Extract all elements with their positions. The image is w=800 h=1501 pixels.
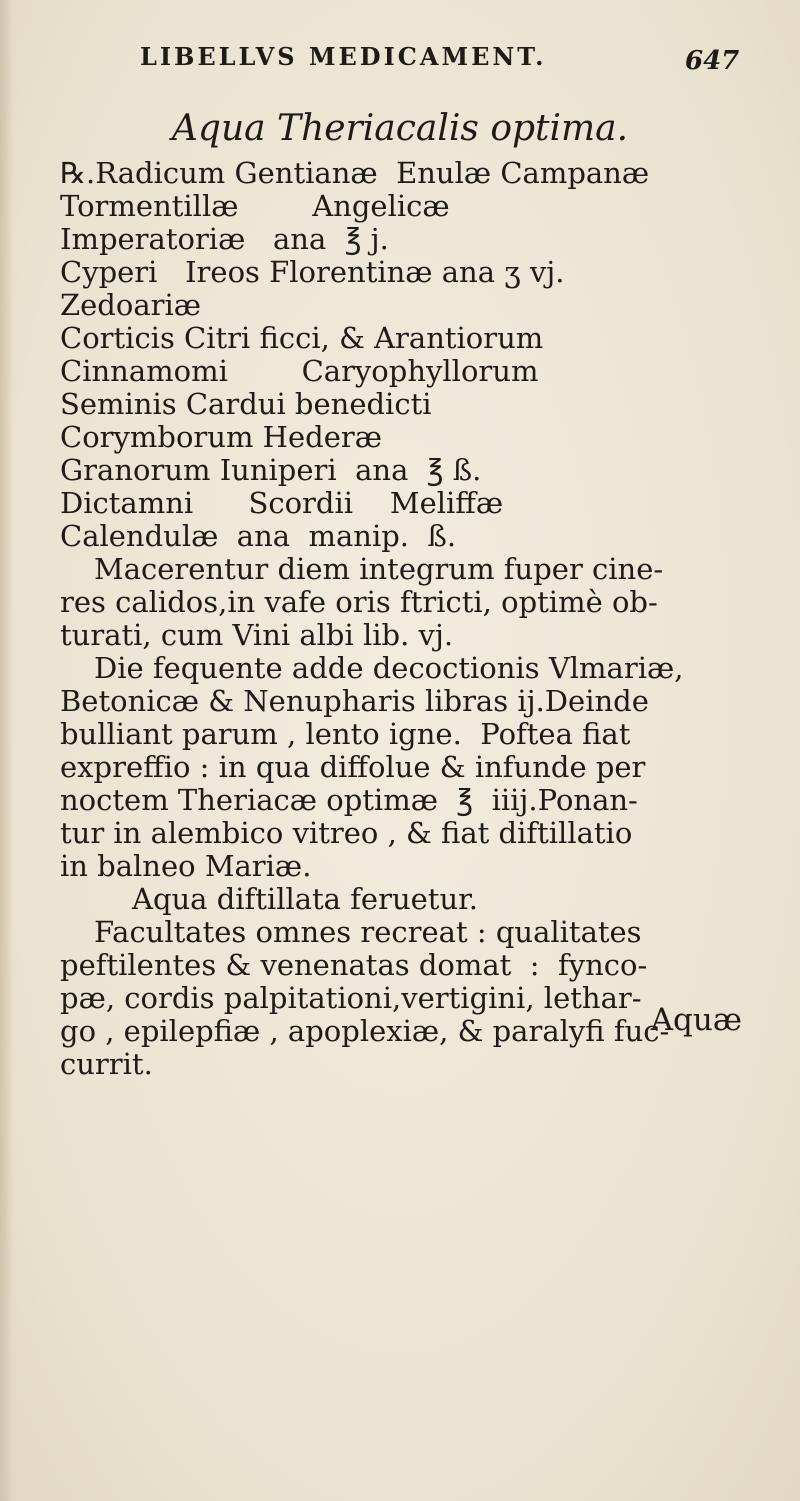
text-line: Seminis Cardui benedicti (60, 388, 432, 421)
text-line: Corymborum Hederæ (60, 421, 382, 454)
text-line: noctem Theriacæ optimæ ℥ iiij.Ponan- (60, 784, 638, 817)
recipe-title: Aqua Theriacalis optima. (171, 108, 629, 149)
text-line: Imperatoriæ ana ℥ j. (60, 223, 389, 256)
text-line: currit. (60, 1048, 153, 1081)
text-line: Dictamni Scordii Meliffæ (60, 487, 504, 520)
page-number: 647 (685, 46, 740, 76)
text-line: res calidos,in vafe oris ftricti, optimè ob- (60, 586, 658, 619)
text-line: Cinnamomi Caryophyllorum (60, 355, 539, 388)
text-line: Die fequente adde decoctionis Vlmariæ, (94, 652, 684, 685)
text-line: Calendulæ ana manip. ß. (60, 520, 457, 553)
catchword: Aquæ (650, 1002, 742, 1038)
text-line: bulliant parum , lento igne. Poftea fiat (60, 718, 631, 751)
text-line: Aqua diftillata feruetur. (132, 883, 479, 916)
text-line: Cyperi Ireos Florentinæ ana ʒ vj. (60, 256, 565, 289)
text-line: go , epilepfiæ , apoplexiæ, & paralyfi fuc- (60, 1015, 670, 1048)
text-line: Facultates omnes recreat : qualitates (94, 916, 642, 949)
text-line: Tormentillæ Angelicæ (60, 190, 450, 223)
text-line: Macerentur diem integrum fuper cine- (94, 553, 664, 586)
running-head-title: LIBELLVS MEDICAMENT. (140, 42, 547, 71)
text-line: Granorum Iuniperi ana ℥ ß. (60, 454, 482, 487)
text-line: Zedoariæ (60, 289, 202, 322)
text-line: in balneo Mariæ. (60, 850, 312, 883)
text-line: pæ, cordis palpitationi,vertigini, lethar- (60, 982, 642, 1015)
page-gutter-shadow (0, 0, 14, 1501)
text-line: Corticis Citri ficci, & Arantiorum (60, 322, 544, 355)
text-line: tur in alembico vitreo , & fiat diftillatio (60, 817, 633, 850)
text-line: turati, cum Vini albi lib. vj. (60, 619, 454, 652)
text-line: expreffio : in qua diffolue & infunde per (60, 751, 646, 784)
text-line: Betonicæ & Nenupharis libras ij.Deinde (60, 685, 649, 718)
recipe-body (60, 157, 780, 1081)
text-line: ℞.Radicum Gentianæ Enulæ Campanæ (60, 157, 650, 190)
text-line: peftilentes & venenatas domat : fynco- (60, 949, 648, 982)
